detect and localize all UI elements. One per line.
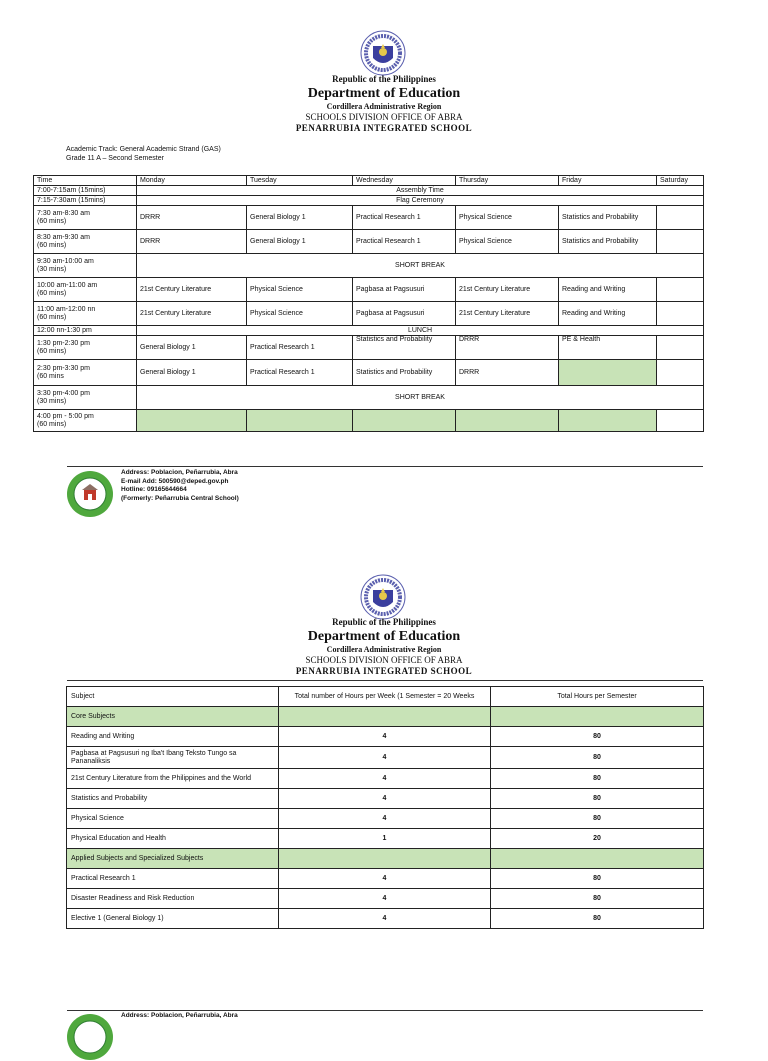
subject-section-blank bbox=[279, 849, 491, 869]
schedule-time-cell bbox=[34, 360, 137, 386]
schedule-class-cell: DRRR bbox=[456, 336, 559, 360]
schedule-class-cell: General Biology 1 bbox=[137, 336, 247, 360]
subject-hours-cell: 4 bbox=[279, 889, 491, 909]
academic-track: Academic Track: General Academic Strand (GAS) bbox=[66, 146, 221, 153]
schedule-class-cell: Physical Science bbox=[247, 302, 353, 326]
subject-hours-cell: 4 bbox=[279, 747, 491, 769]
subject-header-row bbox=[67, 687, 704, 707]
subject-header-cell: Subject bbox=[67, 687, 279, 707]
subject-row bbox=[67, 727, 704, 747]
subject-hours-cell: 4 bbox=[279, 909, 491, 929]
schedule-class-cell: 21st Century Literature bbox=[456, 278, 559, 302]
schedule-class-cell: PE & Health bbox=[559, 336, 657, 360]
schedule-class-cell: Reading and Writing bbox=[559, 302, 657, 326]
schedule-row bbox=[34, 206, 704, 230]
subject-section-blank bbox=[491, 849, 704, 869]
schedule-class-cell: Statistics and Probability bbox=[353, 336, 456, 360]
subject-row bbox=[67, 747, 704, 769]
schedule-class-cell bbox=[137, 410, 247, 432]
schedule-class-cell bbox=[657, 336, 704, 360]
schedule-row bbox=[34, 196, 704, 206]
republic-heading-2: Republic of the Philippines bbox=[332, 617, 436, 627]
subject-total-cell: 20 bbox=[491, 829, 704, 849]
schedule-time-cell bbox=[34, 386, 137, 410]
schedule-time-line: 7:30 am-8:30 am bbox=[37, 209, 90, 217]
subject-name-cell: 21st Century Literature from the Philippines and the World bbox=[67, 769, 279, 789]
subject-name-cell: Physical Science bbox=[67, 809, 279, 829]
schedule-class-cell bbox=[456, 410, 559, 432]
subject-total-cell: 80 bbox=[491, 769, 704, 789]
schedule-class-cell bbox=[247, 410, 353, 432]
schedule-class-cell: General Biology 1 bbox=[247, 230, 353, 254]
schedule-time-cell bbox=[34, 186, 137, 196]
schedule-class-cell: Practical Research 1 bbox=[247, 360, 353, 386]
schedule-row bbox=[34, 410, 704, 432]
school-heading: PENARRUBIA INTEGRATED SCHOOL bbox=[295, 123, 473, 133]
schedule-time-cell bbox=[34, 326, 137, 336]
schedule-class-cell bbox=[657, 302, 704, 326]
schedule-time-line: 11:00 am-12:00 nn bbox=[37, 305, 96, 313]
subject-total-cell: 80 bbox=[491, 869, 704, 889]
schedule-class-cell bbox=[559, 360, 657, 386]
subject-row bbox=[67, 889, 704, 909]
schedule-time-cell bbox=[34, 302, 137, 326]
footer-hotline: Hotline: 09165644664 bbox=[121, 486, 187, 493]
schedule-class-cell: Practical Research 1 bbox=[247, 336, 353, 360]
subject-hours-cell: 4 bbox=[279, 809, 491, 829]
subject-header-cell: Total number of Hours per Week (1 Semester = 20 Weeks bbox=[279, 687, 491, 707]
deped-heading-2: Department of Education bbox=[307, 629, 461, 644]
schedule-time-line: (30 mins) bbox=[37, 265, 67, 273]
grade-semester: Grade 11 A – Second Semester bbox=[66, 155, 164, 162]
schedule-row bbox=[34, 278, 704, 302]
schedule-class-cell: Practical Research 1 bbox=[353, 206, 456, 230]
schedule-row bbox=[34, 336, 704, 360]
schedule-class-cell: Statistics and Probability bbox=[559, 206, 657, 230]
footer-address: Address: Poblacion, Peñarrubia, Abra bbox=[121, 469, 238, 476]
subject-name-cell: Elective 1 (General Biology 1) bbox=[67, 909, 279, 929]
school-logo-icon bbox=[66, 1013, 114, 1061]
schedule-class-cell: DRRR bbox=[137, 206, 247, 230]
schedule-time-cell bbox=[34, 278, 137, 302]
footer-formerly: (Formerly: Peñarrubia Central School) bbox=[121, 494, 239, 502]
schedule-class-cell: 21st Century Literature bbox=[137, 302, 247, 326]
footer-address-2: Address: Poblacion, Peñarrubia, Abra bbox=[121, 1012, 238, 1019]
subject-name-cell: Pagbasa at Pagsusuri ng Iba't Ibang Teksto Tungo sa Pananaliksis bbox=[67, 747, 279, 769]
schedule-time-cell bbox=[34, 230, 137, 254]
schedule-time-line: 1:30 pm-2:30 pm bbox=[37, 339, 90, 347]
subject-total-cell: 80 bbox=[491, 809, 704, 829]
schedule-time-line: (60 mins) bbox=[37, 313, 67, 321]
subject-total-cell: 80 bbox=[491, 727, 704, 747]
footer-divider bbox=[67, 466, 703, 467]
schedule-row bbox=[34, 186, 704, 196]
schedule-header-cell: Time bbox=[34, 176, 137, 186]
subject-name-cell: Physical Education and Health bbox=[67, 829, 279, 849]
schedule-class-cell: DRRR bbox=[137, 230, 247, 254]
footer-email: E-mail Add: 500590@deped.gov.ph bbox=[121, 477, 229, 485]
subject-row bbox=[67, 809, 704, 829]
footer-divider-2 bbox=[67, 1010, 703, 1011]
schedule-time-line: 4:00 pm - 5:00 pm bbox=[37, 412, 94, 420]
subject-name-cell: Statistics and Probability bbox=[67, 789, 279, 809]
subject-row bbox=[67, 789, 704, 809]
schedule-header-cell: Thursday bbox=[456, 176, 559, 186]
republic-heading: Republic of the Philippines bbox=[332, 74, 436, 84]
schedule-time-line: 7:15-7:30am (15mins) bbox=[37, 196, 106, 204]
schedule-header-cell: Wednesday bbox=[353, 176, 456, 186]
subject-hours-cell: 4 bbox=[279, 769, 491, 789]
schedule-row bbox=[34, 230, 704, 254]
subject-hours-cell: 1 bbox=[279, 829, 491, 849]
schedule-row bbox=[34, 386, 704, 410]
schedule-class-cell: 21st Century Literature bbox=[137, 278, 247, 302]
schedule-class-cell: General Biology 1 bbox=[137, 360, 247, 386]
subject-section-row bbox=[67, 707, 704, 727]
schedule-row bbox=[34, 326, 704, 336]
schedule-class-cell: Pagbasa at Pagsusuri bbox=[353, 302, 456, 326]
schedule-class-cell bbox=[559, 410, 657, 432]
schedule-time-line: (60 mins) bbox=[37, 217, 67, 225]
schedule-time-cell bbox=[34, 206, 137, 230]
school-heading-2: PENARRUBIA INTEGRATED SCHOOL bbox=[295, 666, 473, 676]
subject-total-cell: 80 bbox=[491, 789, 704, 809]
subject-total-cell: 80 bbox=[491, 889, 704, 909]
schedule-span-cell: LUNCH bbox=[137, 326, 704, 336]
schedule-time-line: 2:30 pm-3:30 pm bbox=[37, 364, 90, 372]
subject-name-cell: Disaster Readiness and Risk Reduction bbox=[67, 889, 279, 909]
schedule-span-cell: SHORT BREAK bbox=[137, 254, 704, 278]
schedule-span-cell: Flag Ceremony bbox=[137, 196, 704, 206]
class-schedule-table bbox=[33, 175, 704, 432]
schedule-class-cell bbox=[657, 230, 704, 254]
schedule-time-line: (30 mins) bbox=[37, 397, 67, 405]
schedule-time-line: 9:30 am-10:00 am bbox=[37, 257, 94, 265]
subject-section-row bbox=[67, 849, 704, 869]
schedule-class-cell bbox=[657, 278, 704, 302]
deped-heading: Department of Education bbox=[307, 86, 461, 101]
schedule-class-cell bbox=[657, 410, 704, 432]
schedule-header-cell: Tuesday bbox=[247, 176, 353, 186]
schedule-time-line: 3:30 pm-4:00 pm bbox=[37, 389, 90, 397]
subject-header-cell: Total Hours per Semester bbox=[491, 687, 704, 707]
schedule-class-cell: Statistics and Probability bbox=[353, 360, 456, 386]
schedule-time-line: 7:00-7:15am (15mins) bbox=[37, 186, 106, 194]
schedule-row bbox=[34, 302, 704, 326]
subject-name-cell: Applied Subjects and Specialized Subjects bbox=[67, 849, 279, 869]
schedule-header-cell: Friday bbox=[559, 176, 657, 186]
schedule-row bbox=[34, 254, 704, 278]
region-heading: Cordillera Administrative Region bbox=[326, 102, 442, 111]
schedule-class-cell: Physical Science bbox=[456, 230, 559, 254]
schedule-class-cell: General Biology 1 bbox=[247, 206, 353, 230]
schedule-time-line: (60 mins) bbox=[37, 289, 67, 297]
subject-section-blank bbox=[491, 707, 704, 727]
schedule-time-cell bbox=[34, 254, 137, 278]
schedule-time-line: (60 mins bbox=[37, 372, 64, 380]
schedule-time-line: 12:00 nn-1:30 pm bbox=[37, 326, 92, 334]
subject-total-cell: 80 bbox=[491, 909, 704, 929]
subject-name-cell: Practical Research 1 bbox=[67, 869, 279, 889]
deped-seal-icon bbox=[360, 30, 406, 76]
region-heading-2: Cordillera Administrative Region bbox=[326, 645, 442, 654]
schedule-time-line: (60 mins) bbox=[37, 420, 67, 428]
schedule-time-cell bbox=[34, 196, 137, 206]
schedule-time-cell bbox=[34, 336, 137, 360]
subject-hours-cell: 4 bbox=[279, 869, 491, 889]
schedule-class-cell bbox=[657, 360, 704, 386]
subject-name-cell: Core Subjects bbox=[67, 707, 279, 727]
schedule-class-cell: DRRR bbox=[456, 360, 559, 386]
subject-row bbox=[67, 829, 704, 849]
schedule-row bbox=[34, 360, 704, 386]
schedule-class-cell: Physical Science bbox=[247, 278, 353, 302]
schedule-class-cell bbox=[657, 206, 704, 230]
subject-hours-table bbox=[66, 686, 704, 929]
schedule-time-line: 10:00 am-11:00 am bbox=[37, 281, 98, 289]
subject-section-blank bbox=[279, 707, 491, 727]
schedule-class-cell: Pagbasa at Pagsusuri bbox=[353, 278, 456, 302]
schedule-span-cell: Assembly Time bbox=[137, 186, 704, 196]
subject-hours-cell: 4 bbox=[279, 727, 491, 747]
subject-total-cell: 80 bbox=[491, 747, 704, 769]
division-heading-2: SCHOOLS DIVISION OFFICE OF ABRA bbox=[305, 655, 463, 665]
schedule-class-cell: Reading and Writing bbox=[559, 278, 657, 302]
header-divider bbox=[67, 680, 703, 681]
schedule-class-cell: Statistics and Probability bbox=[559, 230, 657, 254]
schedule-class-cell bbox=[353, 410, 456, 432]
schedule-class-cell: Practical Research 1 bbox=[353, 230, 456, 254]
school-logo-icon bbox=[66, 470, 114, 518]
schedule-header-cell: Saturday bbox=[657, 176, 704, 186]
subject-hours-cell: 4 bbox=[279, 789, 491, 809]
schedule-time-line: 8:30 am-9:30 am bbox=[37, 233, 90, 241]
schedule-class-cell: 21st Century Literature bbox=[456, 302, 559, 326]
schedule-class-cell: Physical Science bbox=[456, 206, 559, 230]
deped-seal-icon bbox=[360, 574, 406, 620]
schedule-header-row bbox=[34, 176, 704, 186]
division-heading: SCHOOLS DIVISION OFFICE OF ABRA bbox=[305, 112, 463, 122]
schedule-time-line: (60 mins) bbox=[37, 347, 67, 355]
footer-address-block bbox=[121, 469, 239, 503]
schedule-header-cell: Monday bbox=[137, 176, 247, 186]
subject-row bbox=[67, 869, 704, 889]
subject-name-cell: Reading and Writing bbox=[67, 727, 279, 747]
schedule-time-cell bbox=[34, 410, 137, 432]
schedule-span-cell: SHORT BREAK bbox=[137, 386, 704, 410]
subject-row bbox=[67, 909, 704, 929]
schedule-time-line: (60 mins) bbox=[37, 241, 67, 249]
subject-row bbox=[67, 769, 704, 789]
